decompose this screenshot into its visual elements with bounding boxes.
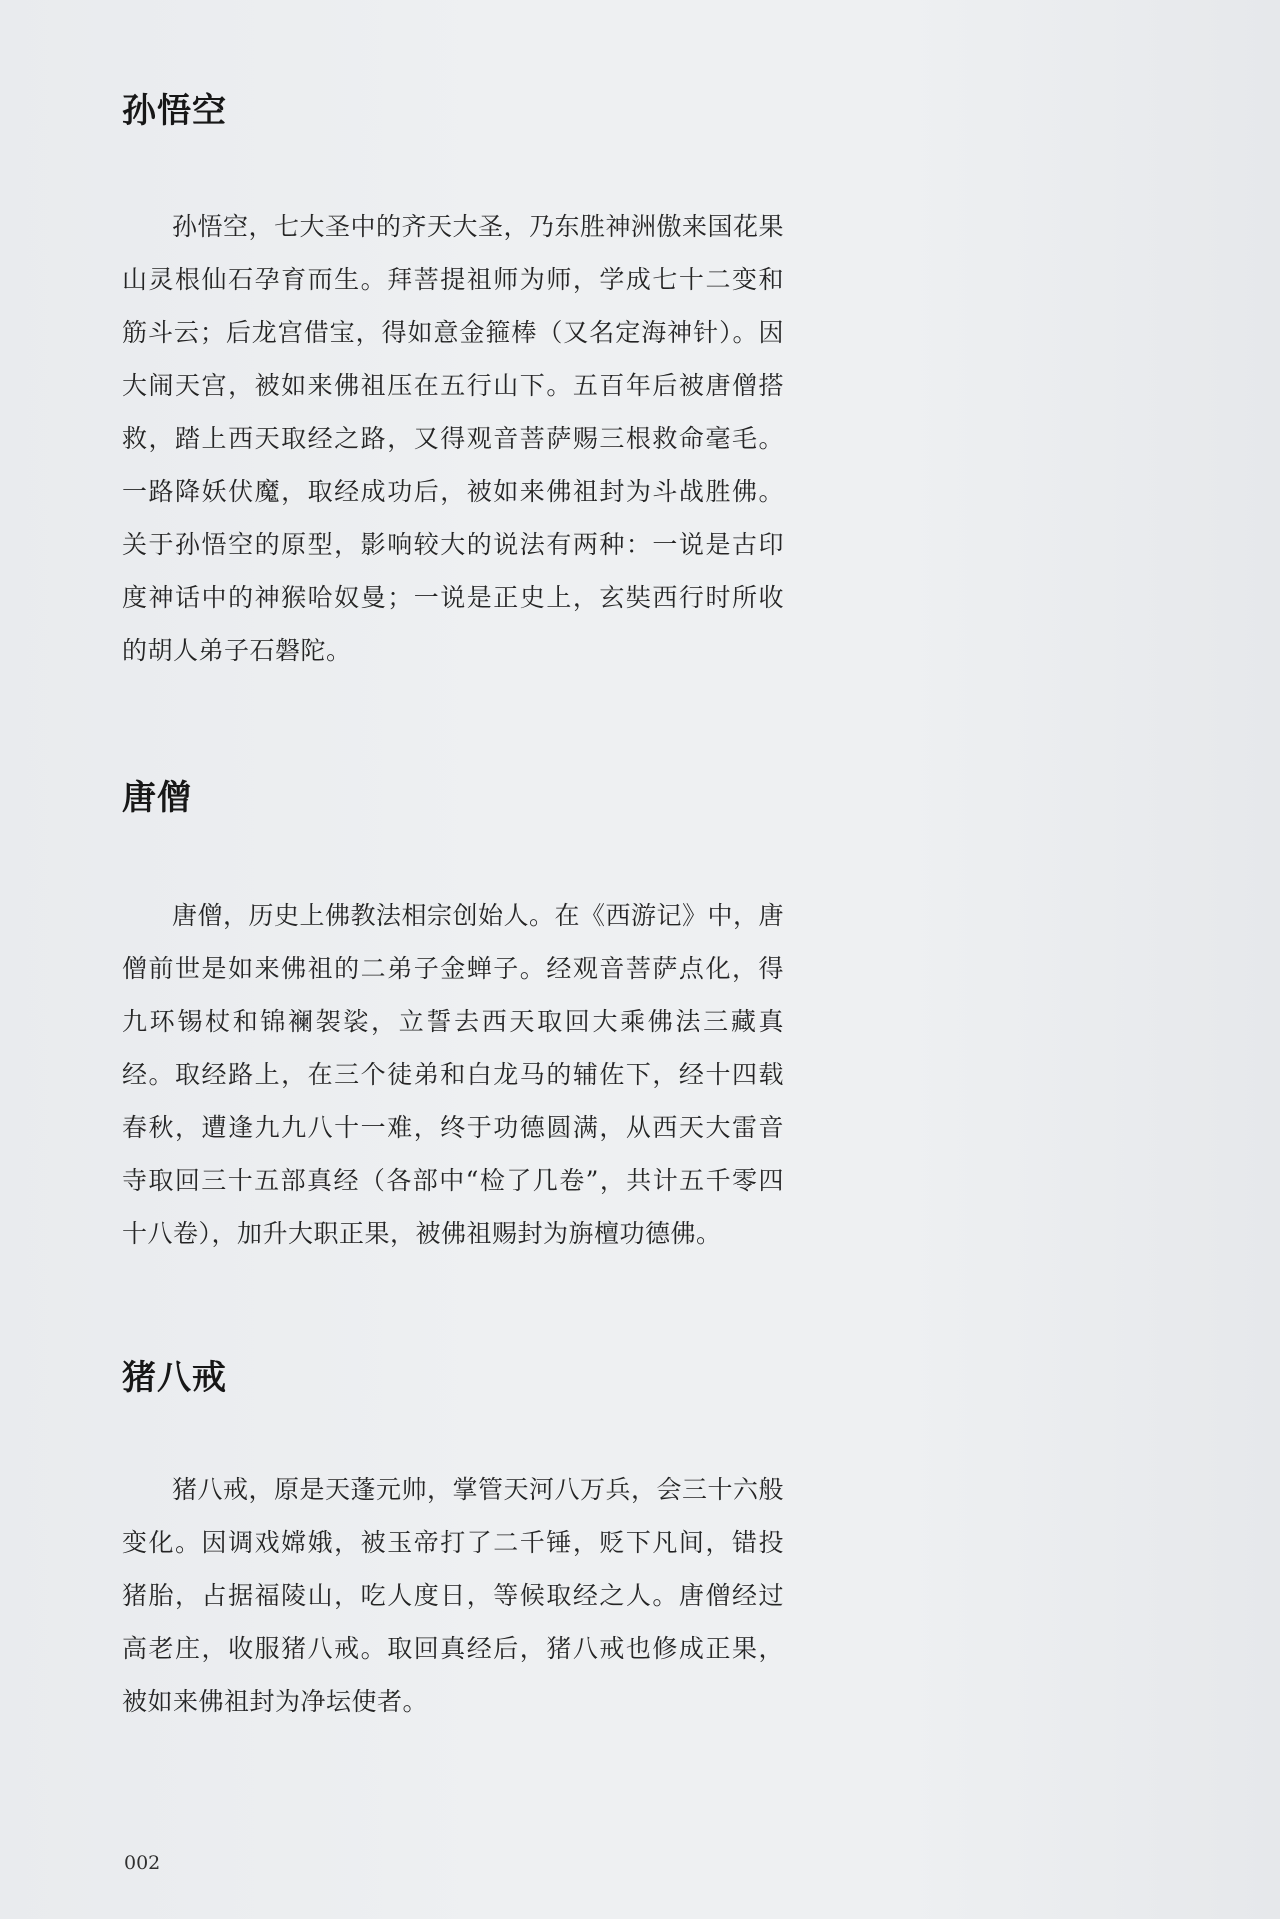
section-paragraph: 孙悟空，七大圣中的齐天大圣，乃东胜神洲傲来国花果山灵根仙石孕育而生。拜菩提祖师为师，学成七十二变和筋斗云；后龙宫借宝，得如意金箍棒（又名定海神针）。因大闹天宫，被如来佛祖压在五行山下。五百年后被唐僧搭救，踏上西天取经之路，又得观音菩萨赐三根救命毫毛。一路降妖伏魔，取经成功后，被如来佛祖封为斗战胜佛。关于孙悟空的原型，影响较大的说法有两种：一说是古印度神话中的神猴哈奴曼；一说是正史上，玄奘西行时所收的胡人弟子石磐陀。 xyxy=(122,212,785,665)
section-title: 孙悟空 xyxy=(122,91,227,131)
section-paragraph: 猪八戒，原是天蓬元帅，掌管天河八万兵，会三十六般变化。因调戏嫦娥，被玉帝打了二千锤，贬下凡间，错投猪胎，占据福陵山，吃人度日，等候取经之人。唐僧经过高老庄，收服猪八戒。取回真经后，猪八戒也修成正果，被如来佛祖封为净坛使者。 xyxy=(122,1475,785,1716)
page-number: 002 xyxy=(124,1852,161,1874)
section-title: 猪八戒 xyxy=(122,1358,227,1398)
section-paragraph: 唐僧，历史上佛教法相宗创始人。在《西游记》中，唐僧前世是如来佛祖的二弟子金蝉子。经观音菩萨点化，得九环锡杖和锦襕袈裟，立誓去西天取回大乘佛法三藏真经。取经路上，在三个徒弟和白龙马的辅佐下，经十四载春秋，遭逢九九八十一难，终于功德圆满，从西天大雷音寺取回三十五部真经（各部中“检了几卷”，共计五千零四十八卷），加升大职正果，被佛祖赐封为旃檀功德佛。 xyxy=(122,901,785,1248)
section-tang-seng xyxy=(122,771,784,1260)
section-title: 唐僧 xyxy=(122,778,192,818)
section-sun-wukong xyxy=(122,84,784,677)
section-zhu-bajie xyxy=(122,1351,784,1728)
